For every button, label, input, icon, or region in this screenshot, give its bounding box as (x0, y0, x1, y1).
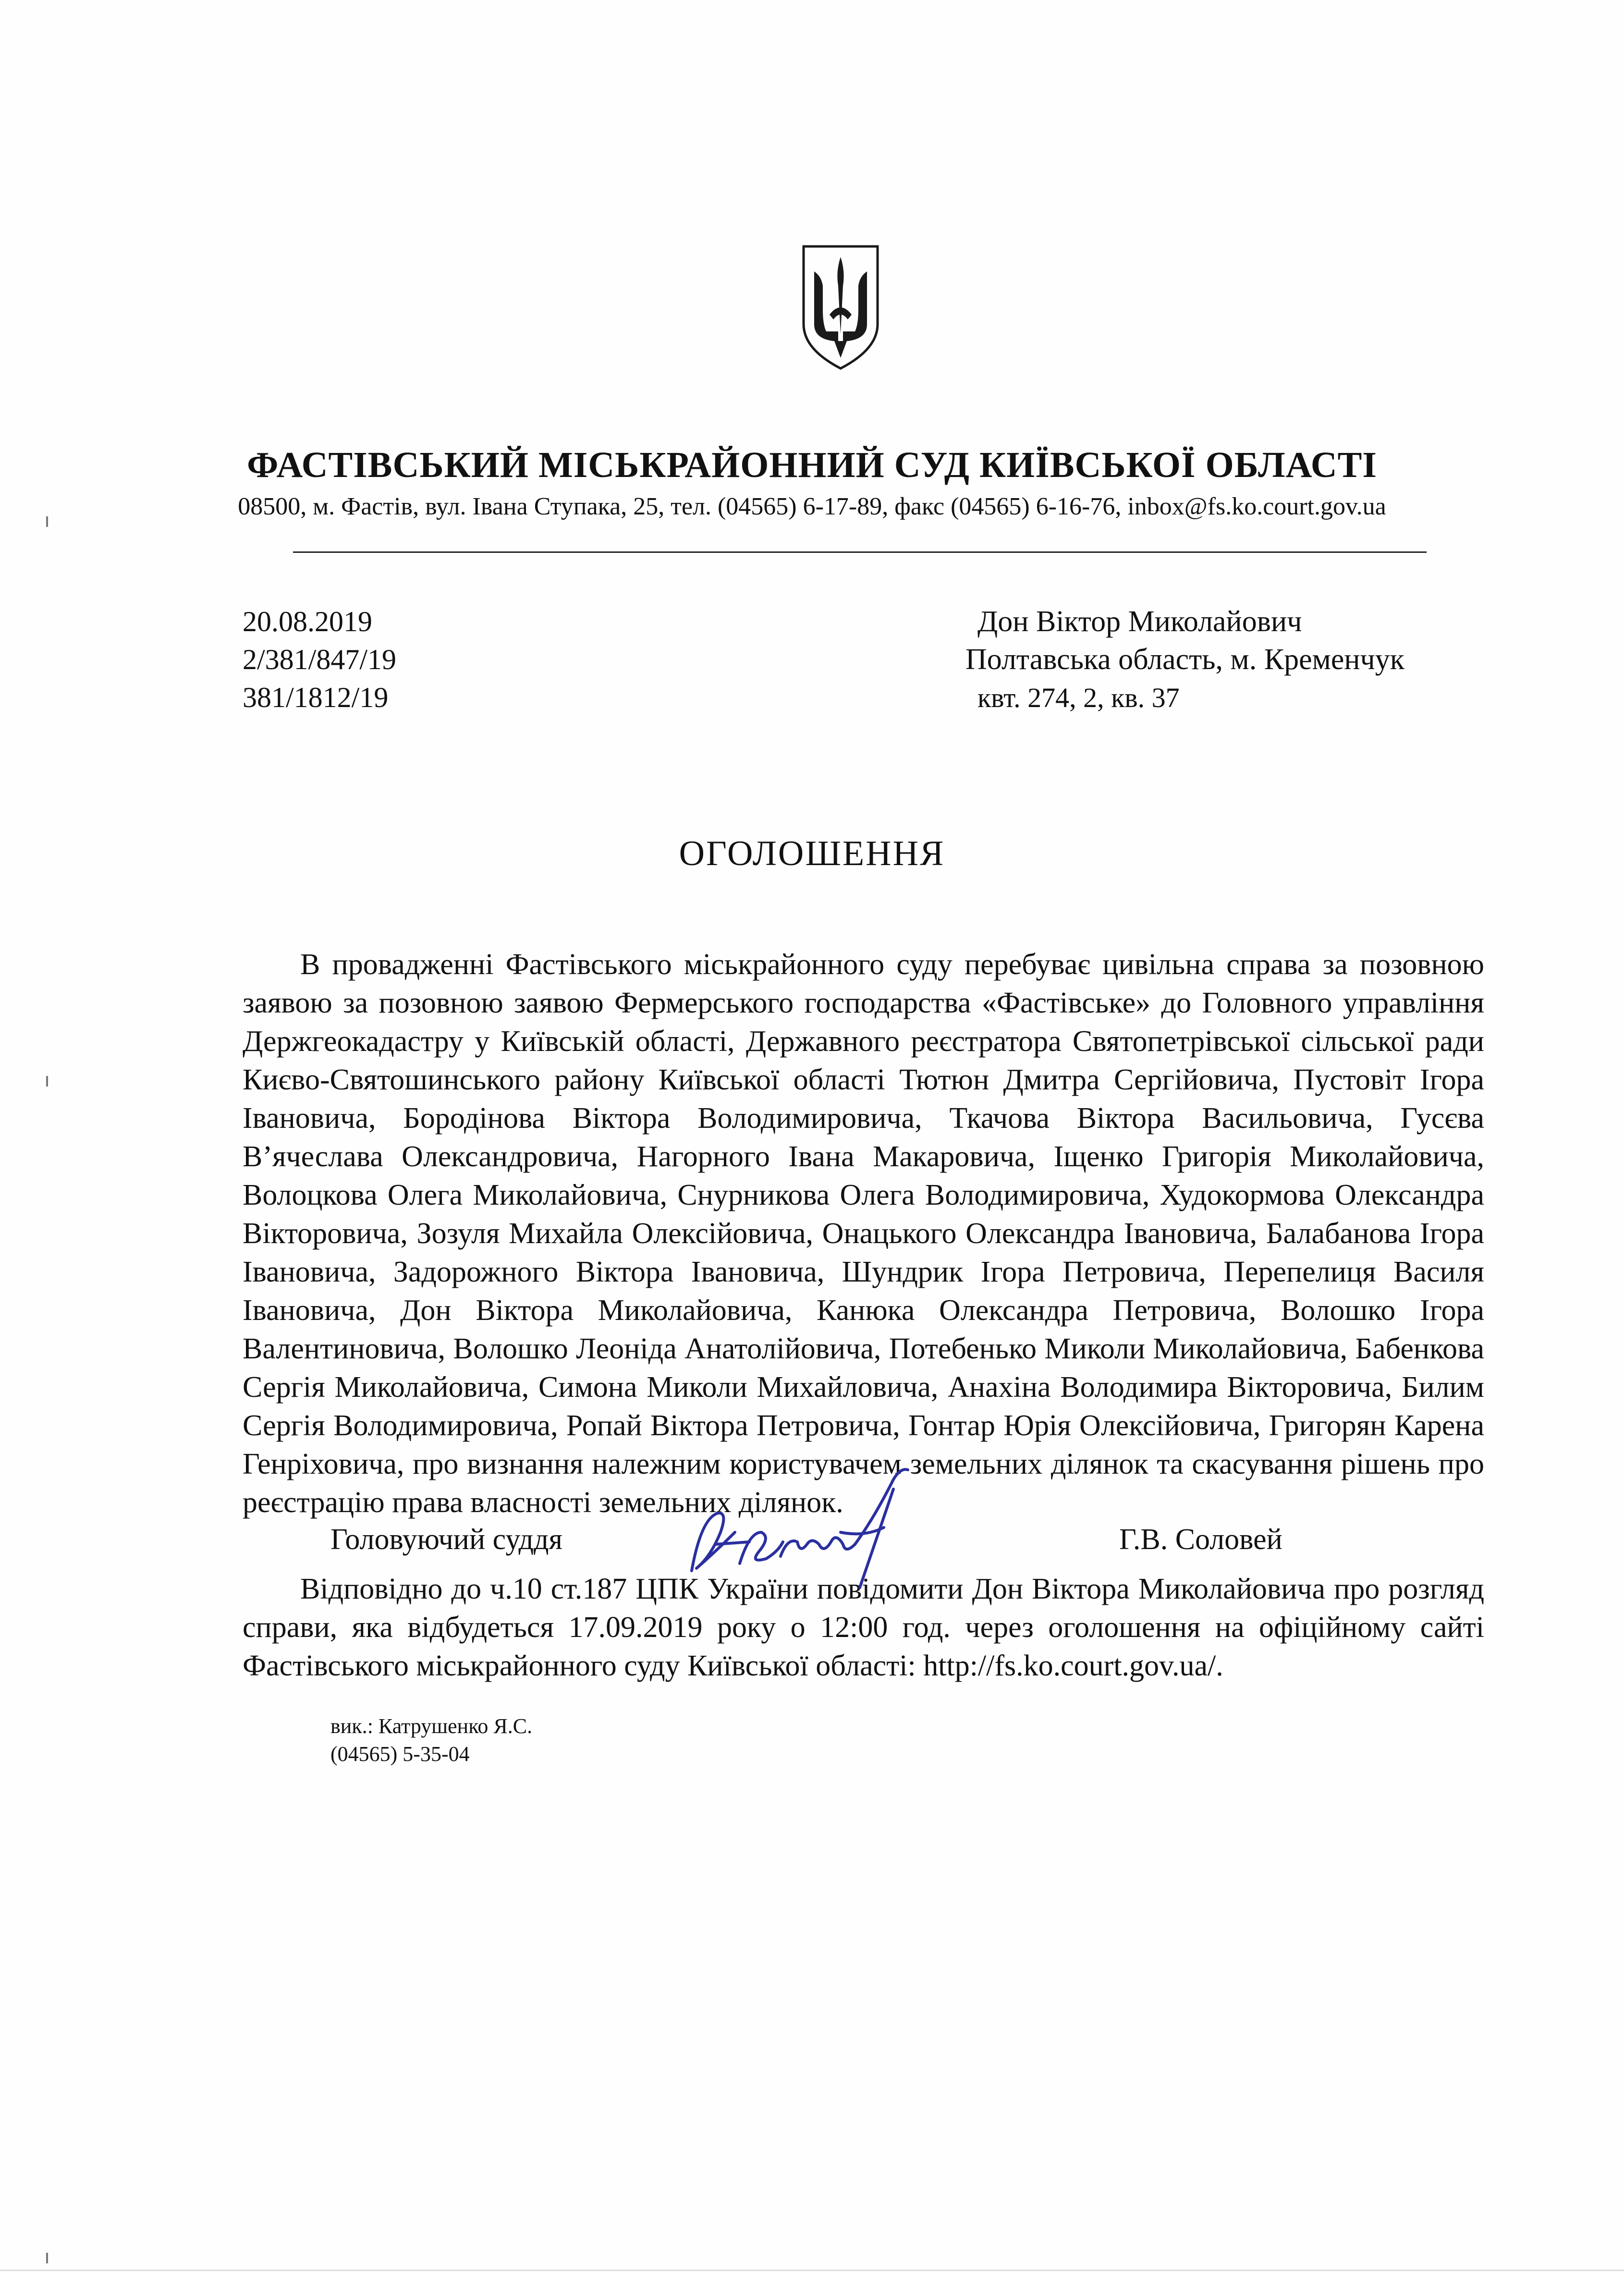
handwritten-signature-icon (682, 1460, 932, 1590)
header-divider (293, 551, 1427, 553)
proceeding-number: 381/1812/19 (243, 682, 389, 713)
addressee-name: Дон Віктор Миколайович (977, 605, 1302, 638)
court-address: 08500, м. Фастів, вул. Івана Ступака, 25, тел. (04565) 6-17-89, факс (04565) 6-16-76, inbox@fs.ko.court.gov.ua (238, 493, 1386, 520)
judge-name: Г.В. Соловей (1119, 1523, 1282, 1556)
addressee-region: Полтавська область, м. Кременчук (965, 643, 1404, 676)
scan-margin-mark (46, 516, 48, 527)
signatory-role: Головуючий суддя (330, 1523, 563, 1556)
scan-margin-mark (46, 1076, 48, 1087)
scan-margin-mark (46, 2253, 48, 2263)
court-name: ФАСТІВСЬКИЙ МІСЬКРАЙОННИЙ СУД КИЇВСЬКОЇ ОБЛАСТІ (247, 445, 1377, 485)
announcement-paragraph-2: Відповідно до ч.10 ст.187 ЦПК України повідомити Дон Віктора Миколайовича про розгляд справи, яка відбудеться 17.09.2019 року о 12:00 год. через оголошення на офіційному сайті Фастівського міськрайонного суду Київської області: http://fs.ko.court.gov.ua/. (243, 1573, 1484, 1682)
announcement-paragraph-1: В провадженні Фастівського міськрайонного суду перебуває цивільна справа за позовною заявою за позовною заявою Фермерського господарства «Фастівське» до Головного управління Держгеокадастру у Київській області, Державного реєстратора Святопетрівської сільської ради Києво-Святошинського району Київської області Тютюн Дмитра Сергійовича, Пустовіт Ігора Івановича, Бородінова Віктора Володимировича, Ткачова Віктора Васильовича, Гусєва В’ячеслава Олександровича, Нагорного Івана Макаровича, Іщенко Григорія Миколайовича, Волоцкова Олега Миколайовича, Снурникова Олега Володимировича, Худокормова Олександра Вікторовича, Зозуля Михайла Олексійовича, Онацького Олександра Івановича, Балабанова Ігора Івановича, Задорожного Віктора Івановича, Шундрик Ігора Петровича, Перепелиця Василя Івановича, Дон Віктора Миколайовича, Канюка Олександра Петровича, Волошко Ігора Валентиновича, Волошко Леоніда Анатолійовича, Потебенько Миколи Миколайовича, Бабенкова Сергія Миколайовича, Симона Миколи Михайловича, Анахіна Володимира Вікторовича, Билим Сергія Володимировича, Ропай Віктора Петровича, Гонтар Юрія Олексійовича, Григорян Карена Генріховича, про визнання належним користувачем земельних ділянок та скасування рішень про реєстрацію права власності земельних ділянок. (243, 948, 1484, 1519)
executor-info (330, 1712, 532, 1768)
scan-edge (0, 2270, 1624, 2271)
document-heading: ОГОЛОШЕННЯ (679, 834, 945, 873)
case-number: 2/381/847/19 (243, 644, 397, 675)
executor-name: вик.: Катрушенко Я.С. (330, 1714, 533, 1738)
document-meta (243, 603, 396, 717)
document-date: 20.08.2019 (243, 606, 372, 637)
executor-phone: (04565) 5-35-04 (330, 1742, 470, 1766)
addressee-street: квт. 274, 2, кв. 37 (977, 682, 1180, 713)
trident-coat-of-arms-icon (800, 243, 881, 372)
